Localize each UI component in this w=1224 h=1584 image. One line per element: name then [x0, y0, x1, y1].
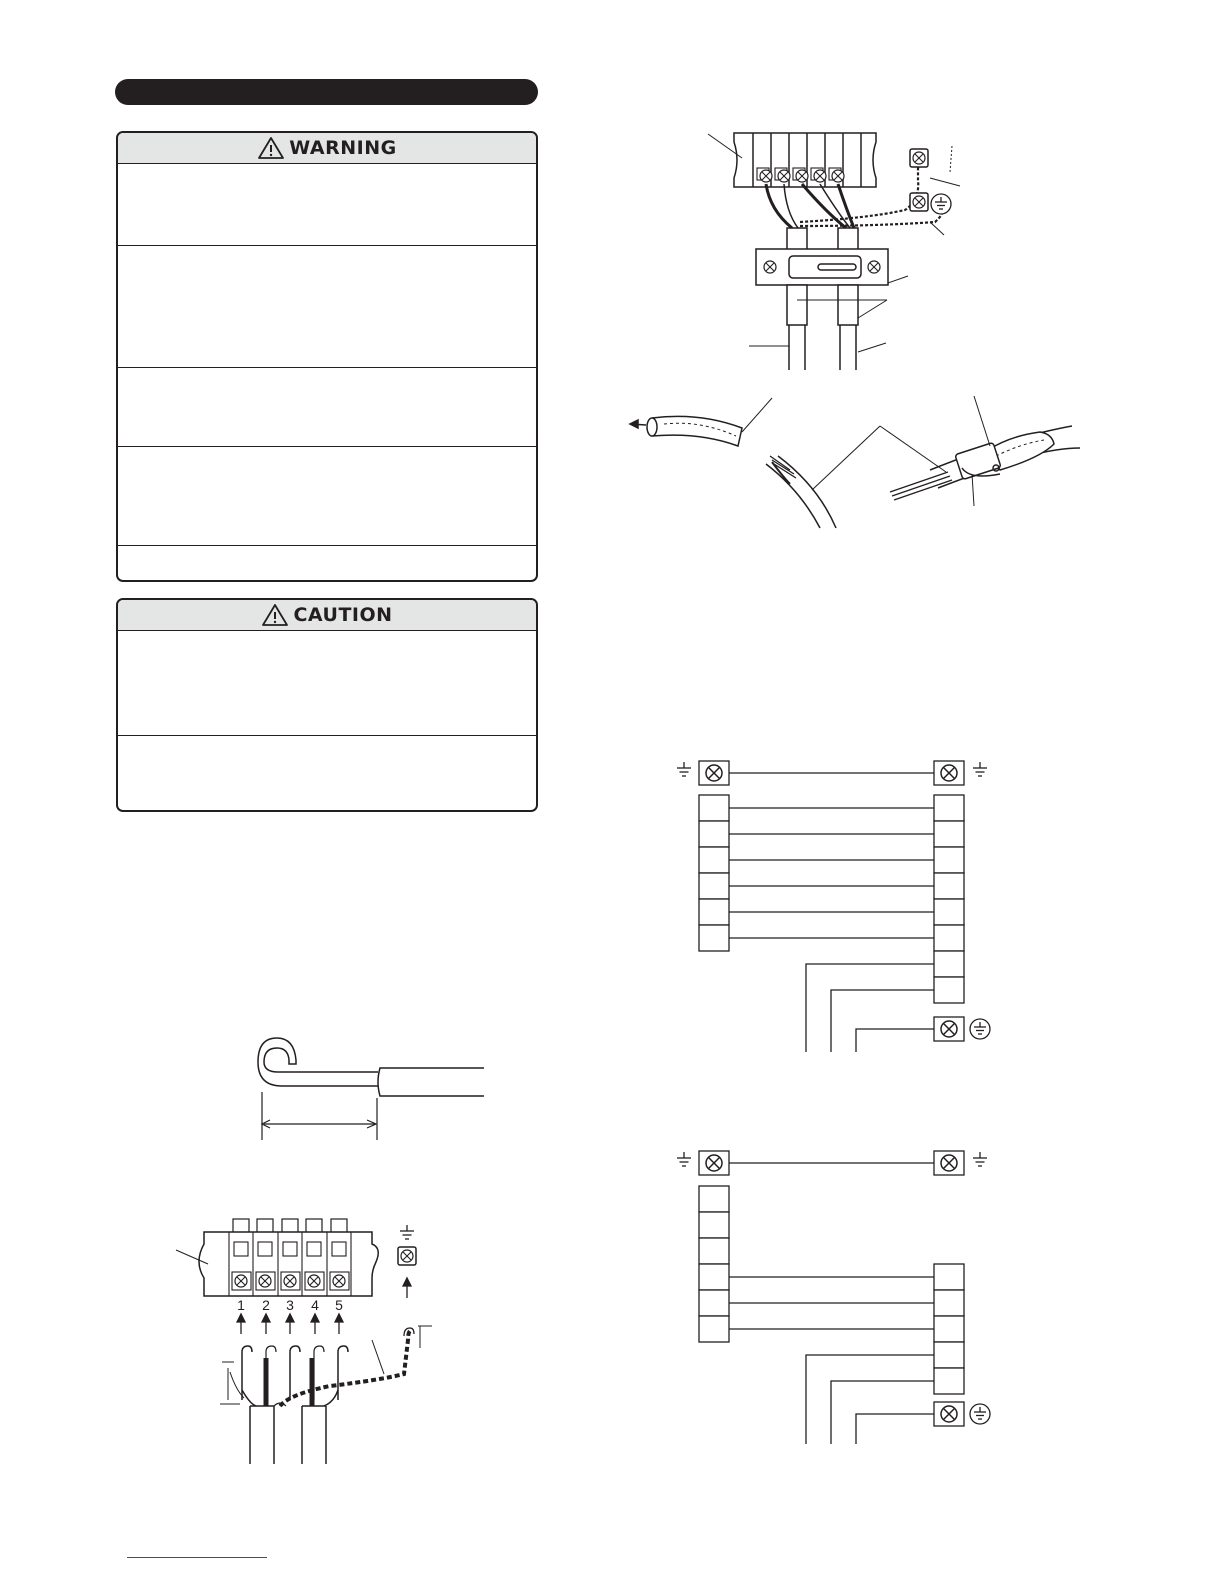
terminal-number: 3: [286, 1297, 294, 1313]
protective-earth-icon: [970, 1019, 990, 1039]
ground-symbol-icon: [973, 1152, 987, 1166]
terminal-number: 2: [262, 1297, 270, 1313]
terminal-number: 1: [237, 1297, 245, 1313]
wiring-diagram-1: [677, 761, 990, 1052]
terminal-number: 4: [311, 1297, 319, 1313]
warning-label: WARNING: [289, 137, 397, 159]
terminal-block-loops-figure: [176, 1219, 432, 1464]
footer-rule: [127, 1557, 267, 1558]
wire-loop-figure: [258, 1038, 484, 1140]
screw-terminal-icon: [699, 761, 729, 785]
ground-symbol-icon: [677, 762, 691, 776]
caution-label: CAUTION: [293, 604, 393, 626]
screw-terminal-icon: [934, 1151, 964, 1175]
wiring-diagram-2: [677, 1151, 990, 1444]
cable-preparation-figure: [630, 396, 1080, 528]
screw-terminal-icon: [934, 1017, 964, 1041]
protective-earth-icon: [970, 1404, 990, 1424]
screw-terminal-icon: [934, 1402, 964, 1426]
terminal-number: 5: [335, 1297, 343, 1313]
screw-terminal-icon: [934, 761, 964, 785]
ground-symbol-icon: [677, 1152, 691, 1166]
screw-terminal-icon: [699, 1151, 729, 1175]
terminal-block-clamp-figure: [708, 133, 960, 370]
ground-symbol-icon: [973, 762, 987, 776]
